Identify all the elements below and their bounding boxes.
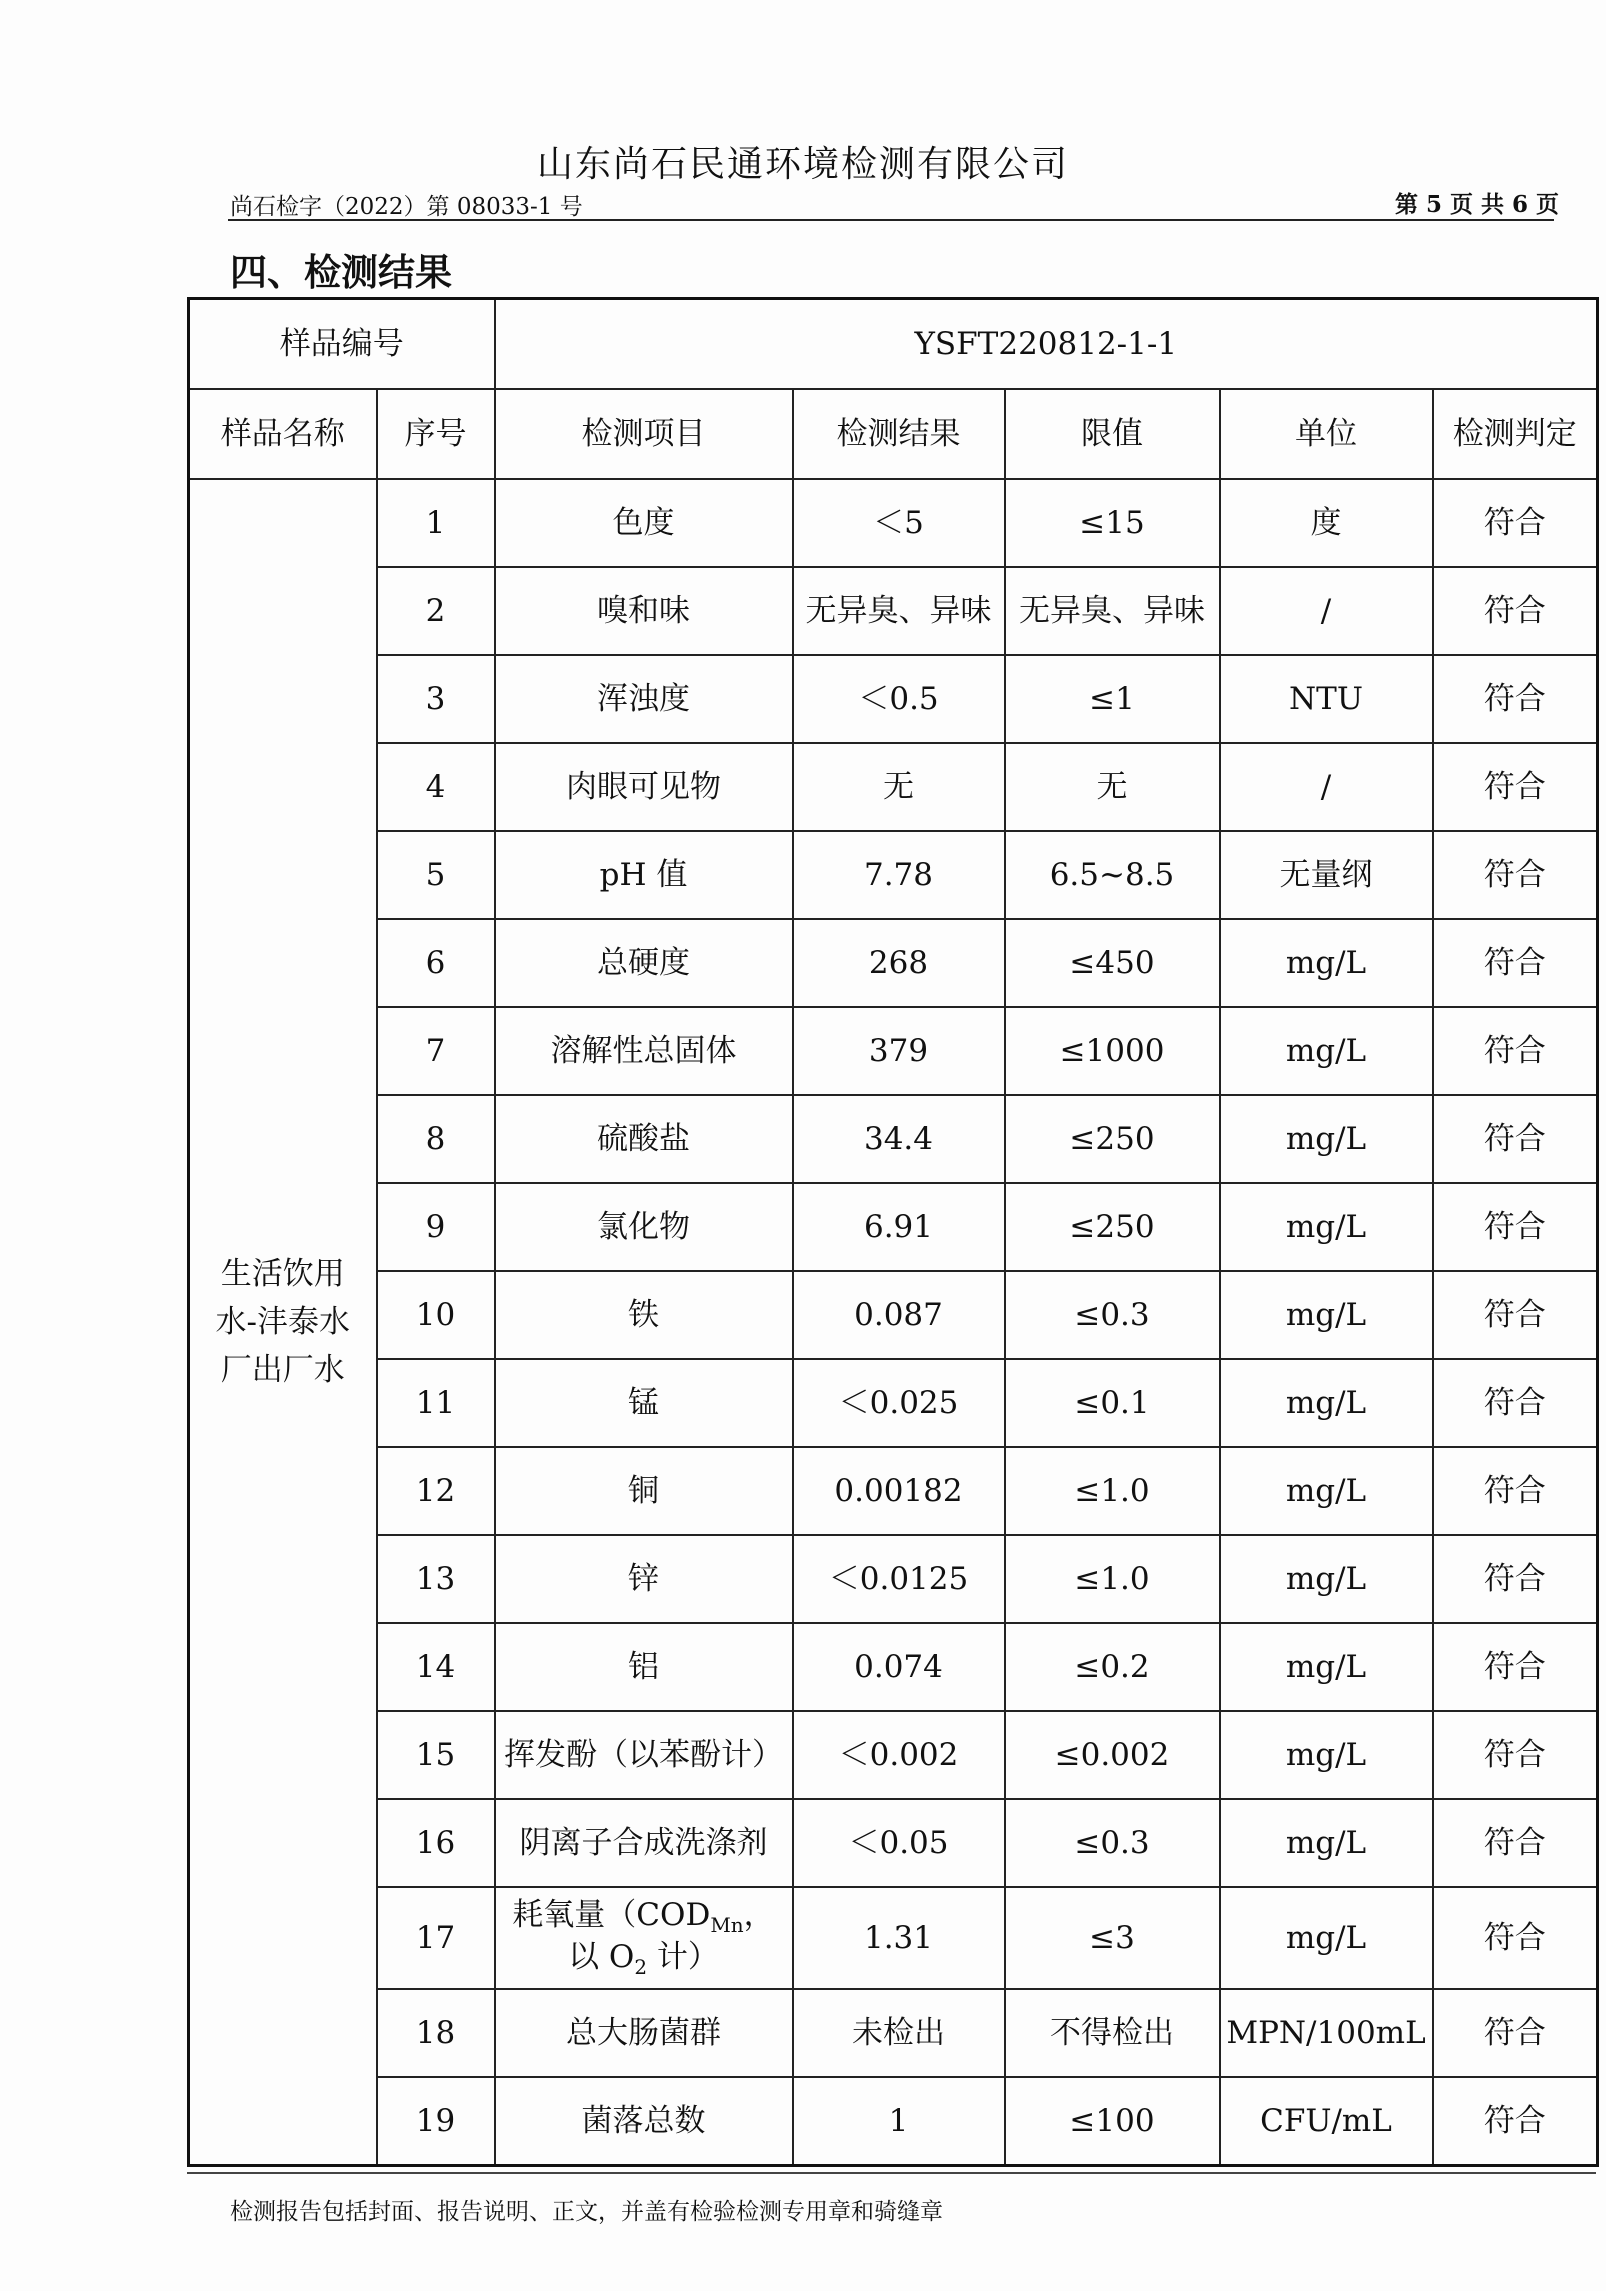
limit-value: ≤0.2 bbox=[1005, 1623, 1220, 1711]
test-result: 0.074 bbox=[793, 1623, 1005, 1711]
footer-divider bbox=[187, 2172, 1596, 2174]
judgement: 符合 bbox=[1433, 2077, 1598, 2166]
item-text: 以 O bbox=[568, 1939, 635, 1975]
item-subscript: 2 bbox=[634, 1955, 648, 1980]
unit: mg/L bbox=[1220, 1271, 1433, 1359]
limit-value: ≤3 bbox=[1005, 1887, 1220, 1989]
unit: mg/L bbox=[1220, 1447, 1433, 1535]
sample-id-label: 样品编号 bbox=[189, 299, 495, 390]
limit-value: ≤100 bbox=[1005, 2077, 1220, 2166]
test-result: 6.91 bbox=[793, 1183, 1005, 1271]
test-result: ＜0.025 bbox=[793, 1359, 1005, 1447]
row-number: 5 bbox=[377, 831, 495, 919]
limit-value: ≤0.3 bbox=[1005, 1799, 1220, 1887]
judgement: 符合 bbox=[1433, 1447, 1598, 1535]
footer-note: 检测报告包括封面、报告说明、正文，并盖有检验检测专用章和骑缝章 bbox=[230, 2199, 943, 2225]
row-number: 4 bbox=[377, 743, 495, 831]
test-result: 34.4 bbox=[793, 1095, 1005, 1183]
judgement: 符合 bbox=[1433, 1535, 1598, 1623]
table-row bbox=[189, 567, 1598, 655]
unit: MPN/100mL bbox=[1220, 1989, 1433, 2077]
test-item: pH 值 bbox=[495, 831, 793, 919]
unit: mg/L bbox=[1220, 1711, 1433, 1799]
row-number: 3 bbox=[377, 655, 495, 743]
item-text: 计） bbox=[647, 1939, 719, 1975]
column-header: 限值 bbox=[1005, 389, 1220, 479]
test-result: ＜0.05 bbox=[793, 1799, 1005, 1887]
unit: NTU bbox=[1220, 655, 1433, 743]
test-result: 268 bbox=[793, 919, 1005, 1007]
table-row bbox=[189, 2077, 1598, 2166]
unit: mg/L bbox=[1220, 1535, 1433, 1623]
judgement: 符合 bbox=[1433, 567, 1598, 655]
test-result: 0.087 bbox=[793, 1271, 1005, 1359]
table-header-row bbox=[189, 389, 1598, 479]
limit-value: ≤1.0 bbox=[1005, 1535, 1220, 1623]
test-item: 硫酸盐 bbox=[495, 1095, 793, 1183]
table-row bbox=[189, 479, 1598, 567]
table-row bbox=[189, 743, 1598, 831]
judgement: 符合 bbox=[1433, 1183, 1598, 1271]
test-item: 色度 bbox=[495, 479, 793, 567]
unit: mg/L bbox=[1220, 1359, 1433, 1447]
test-item: 挥发酚（以苯酚计） bbox=[495, 1711, 793, 1799]
item-text: 耗氧量（COD bbox=[512, 1896, 711, 1933]
test-result: ＜0.002 bbox=[793, 1711, 1005, 1799]
table-row bbox=[189, 1623, 1598, 1711]
unit: mg/L bbox=[1220, 1887, 1433, 1989]
unit: 度 bbox=[1220, 479, 1433, 567]
test-item: 浑浊度 bbox=[495, 655, 793, 743]
header-divider bbox=[228, 219, 1554, 221]
judgement: 符合 bbox=[1433, 655, 1598, 743]
column-header: 序号 bbox=[377, 389, 495, 479]
unit: mg/L bbox=[1220, 1007, 1433, 1095]
row-number: 11 bbox=[377, 1359, 495, 1447]
row-number: 1 bbox=[377, 479, 495, 567]
test-result: ＜5 bbox=[793, 479, 1005, 567]
test-result: 无 bbox=[793, 743, 1005, 831]
test-item: 氯化物 bbox=[495, 1183, 793, 1271]
table-row bbox=[189, 1711, 1598, 1799]
column-header: 检测项目 bbox=[495, 389, 793, 479]
limit-value: ≤250 bbox=[1005, 1183, 1220, 1271]
test-item: 肉眼可见物 bbox=[495, 743, 793, 831]
limit-value: ≤1.0 bbox=[1005, 1447, 1220, 1535]
test-result: 1.31 bbox=[793, 1887, 1005, 1989]
row-number: 18 bbox=[377, 1989, 495, 2077]
report-number: 尚石检字（2022）第 08033-1 号 bbox=[230, 194, 583, 220]
row-number: 9 bbox=[377, 1183, 495, 1271]
test-item: 铝 bbox=[495, 1623, 793, 1711]
page-indicator: 第 5 页 共 6 页 bbox=[1394, 191, 1559, 218]
test-item: 锰 bbox=[495, 1359, 793, 1447]
sample-name-cell: 生活饮用水-沣泰水厂出厂水 bbox=[189, 479, 377, 2166]
sample-id-row bbox=[189, 299, 1598, 390]
limit-value: 6.5~8.5 bbox=[1005, 831, 1220, 919]
limit-value: ≤0.002 bbox=[1005, 1711, 1220, 1799]
column-header: 单位 bbox=[1220, 389, 1433, 479]
limit-value: ≤0.3 bbox=[1005, 1271, 1220, 1359]
row-number: 14 bbox=[377, 1623, 495, 1711]
table-row bbox=[189, 1447, 1598, 1535]
table-row bbox=[189, 1887, 1598, 1989]
row-number: 6 bbox=[377, 919, 495, 1007]
row-number: 10 bbox=[377, 1271, 495, 1359]
test-item: 阴离子合成洗涤剂 bbox=[495, 1799, 793, 1887]
unit: mg/L bbox=[1220, 1799, 1433, 1887]
test-item: 铜 bbox=[495, 1447, 793, 1535]
column-header: 检测判定 bbox=[1433, 389, 1598, 479]
table-row bbox=[189, 1183, 1598, 1271]
table-row bbox=[189, 655, 1598, 743]
test-item: 总硬度 bbox=[495, 919, 793, 1007]
row-number: 15 bbox=[377, 1711, 495, 1799]
row-number: 16 bbox=[377, 1799, 495, 1887]
test-item-line1 bbox=[496, 1896, 792, 1938]
unit: / bbox=[1220, 567, 1433, 655]
row-number: 7 bbox=[377, 1007, 495, 1095]
test-item: 溶解性总固体 bbox=[495, 1007, 793, 1095]
column-header: 检测结果 bbox=[793, 389, 1005, 479]
test-result: 7.78 bbox=[793, 831, 1005, 919]
test-item: 菌落总数 bbox=[495, 2077, 793, 2166]
unit: 无量纲 bbox=[1220, 831, 1433, 919]
judgement: 符合 bbox=[1433, 479, 1598, 567]
unit: mg/L bbox=[1220, 919, 1433, 1007]
table-row bbox=[189, 1271, 1598, 1359]
test-result: 1 bbox=[793, 2077, 1005, 2166]
test-result: ＜0.5 bbox=[793, 655, 1005, 743]
test-item: 总大肠菌群 bbox=[495, 1989, 793, 2077]
judgement: 符合 bbox=[1433, 743, 1598, 831]
column-header: 样品名称 bbox=[189, 389, 377, 479]
judgement: 符合 bbox=[1433, 831, 1598, 919]
row-number: 12 bbox=[377, 1447, 495, 1535]
judgement: 符合 bbox=[1433, 919, 1598, 1007]
row-number: 13 bbox=[377, 1535, 495, 1623]
sample-id-value: YSFT220812-1-1 bbox=[495, 299, 1598, 390]
limit-value: 无异臭、异味 bbox=[1005, 567, 1220, 655]
test-result: 0.00182 bbox=[793, 1447, 1005, 1535]
judgement: 符合 bbox=[1433, 1989, 1598, 2077]
section-title: 四、检测结果 bbox=[230, 250, 452, 294]
test-result: 未检出 bbox=[793, 1989, 1005, 2077]
judgement: 符合 bbox=[1433, 1007, 1598, 1095]
test-item bbox=[495, 1887, 793, 1989]
judgement: 符合 bbox=[1433, 1271, 1598, 1359]
judgement: 符合 bbox=[1433, 1095, 1598, 1183]
results-table bbox=[187, 297, 1599, 2167]
limit-value: ≤1000 bbox=[1005, 1007, 1220, 1095]
test-item-line2 bbox=[496, 1938, 792, 1980]
judgement: 符合 bbox=[1433, 1623, 1598, 1711]
unit: CFU/mL bbox=[1220, 2077, 1433, 2166]
unit: mg/L bbox=[1220, 1183, 1433, 1271]
limit-value: 不得检出 bbox=[1005, 1989, 1220, 2077]
test-result: ＜0.0125 bbox=[793, 1535, 1005, 1623]
unit: mg/L bbox=[1220, 1623, 1433, 1711]
table-row bbox=[189, 1007, 1598, 1095]
item-text: ， bbox=[743, 1896, 775, 1933]
row-number: 2 bbox=[377, 567, 495, 655]
unit: / bbox=[1220, 743, 1433, 831]
limit-value: ≤1 bbox=[1005, 655, 1220, 743]
limit-value: ≤15 bbox=[1005, 479, 1220, 567]
row-number: 19 bbox=[377, 2077, 495, 2166]
table-row bbox=[189, 919, 1598, 1007]
test-result: 无异臭、异味 bbox=[793, 567, 1005, 655]
limit-value: 无 bbox=[1005, 743, 1220, 831]
judgement: 符合 bbox=[1433, 1711, 1598, 1799]
test-item: 铁 bbox=[495, 1271, 793, 1359]
limit-value: ≤450 bbox=[1005, 919, 1220, 1007]
table-row bbox=[189, 1359, 1598, 1447]
judgement: 符合 bbox=[1433, 1799, 1598, 1887]
limit-value: ≤0.1 bbox=[1005, 1359, 1220, 1447]
table-row bbox=[189, 1799, 1598, 1887]
table-row bbox=[189, 1095, 1598, 1183]
test-item: 嗅和味 bbox=[495, 567, 793, 655]
company-name: 山东尚石民通环境检测有限公司 bbox=[536, 144, 1069, 185]
test-item: 锌 bbox=[495, 1535, 793, 1623]
judgement: 符合 bbox=[1433, 1887, 1598, 1989]
row-number: 8 bbox=[377, 1095, 495, 1183]
limit-value: ≤250 bbox=[1005, 1095, 1220, 1183]
table-row bbox=[189, 831, 1598, 919]
row-number: 17 bbox=[377, 1887, 495, 1989]
table-row bbox=[189, 1989, 1598, 2077]
item-subscript: Mn bbox=[710, 1913, 744, 1937]
table-row bbox=[189, 1535, 1598, 1623]
judgement: 符合 bbox=[1433, 1359, 1598, 1447]
unit: mg/L bbox=[1220, 1095, 1433, 1183]
test-result: 379 bbox=[793, 1007, 1005, 1095]
